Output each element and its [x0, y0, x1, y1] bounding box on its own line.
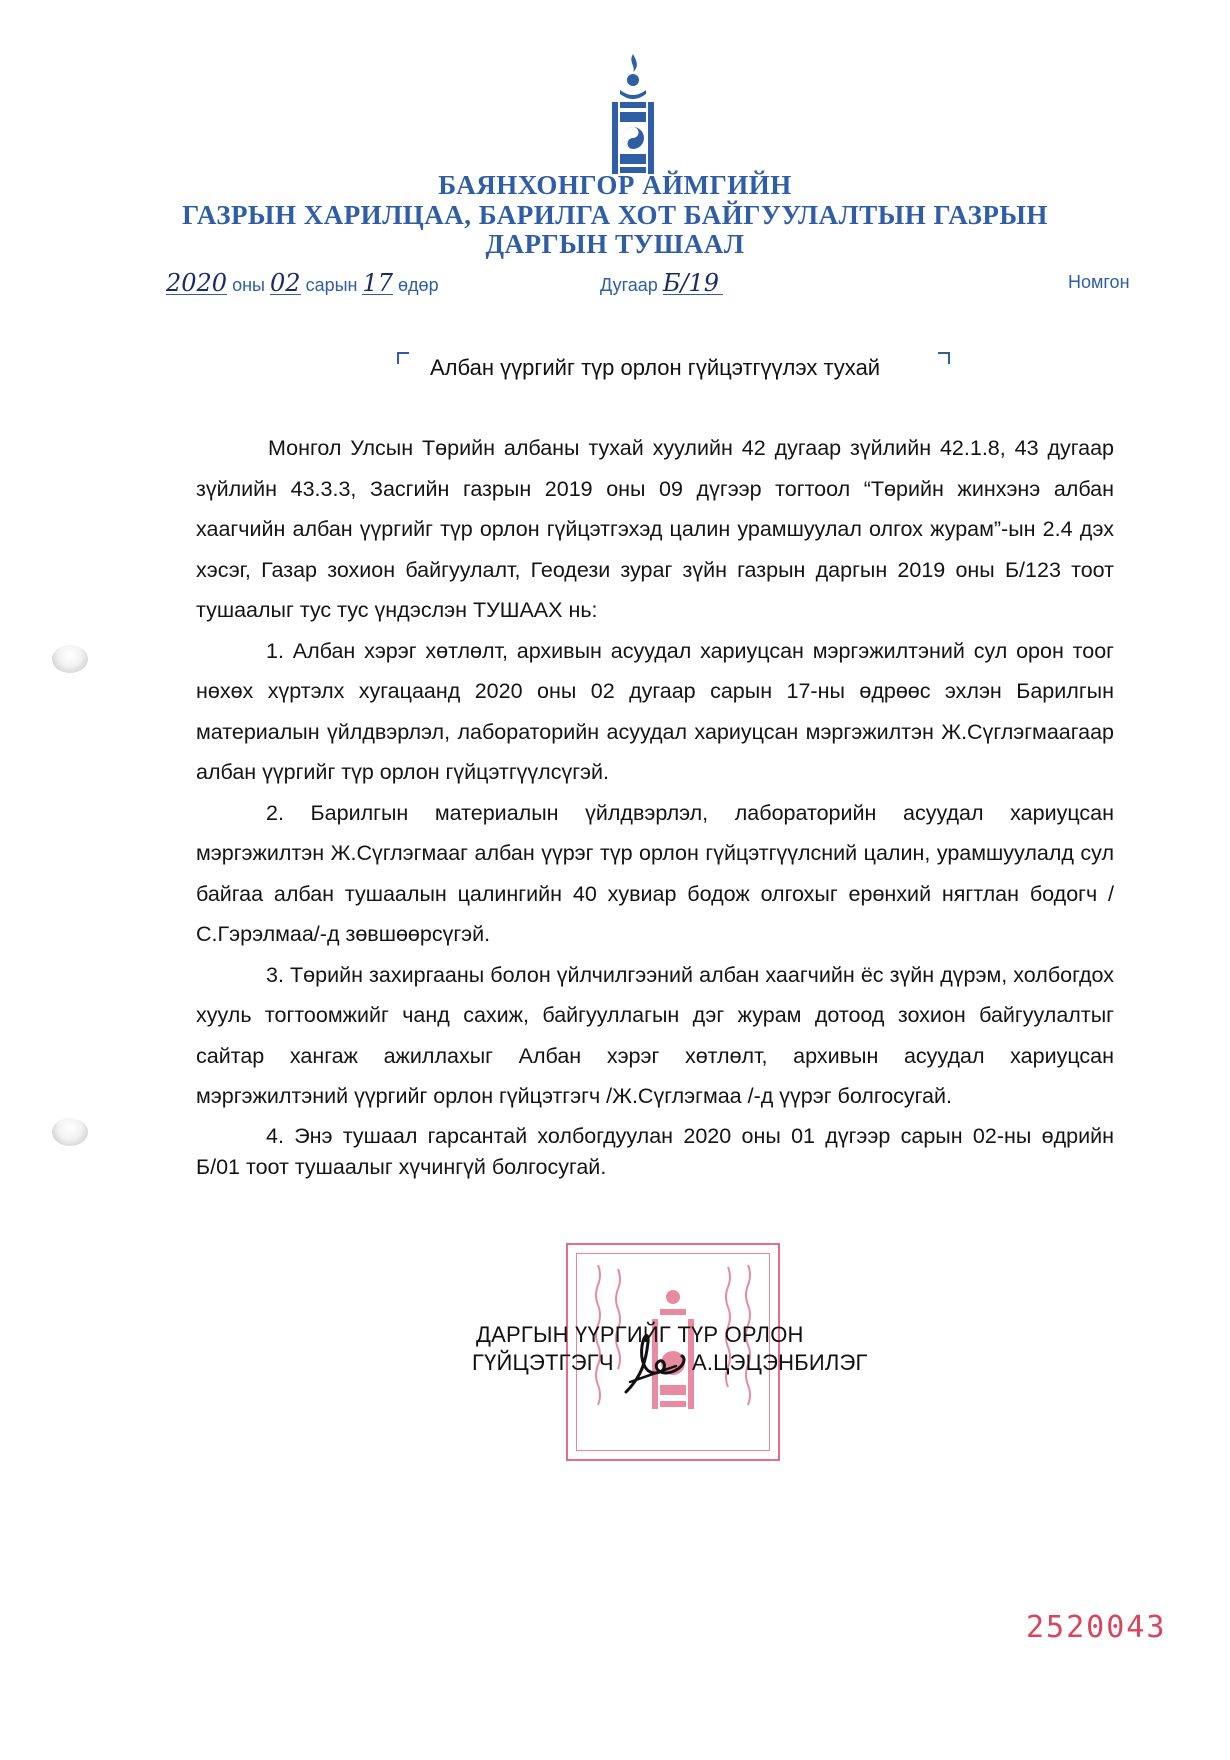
month-label: сарын	[305, 275, 358, 295]
order-number: Б/19	[663, 272, 723, 295]
day-label: өдөр	[398, 275, 439, 295]
punch-hole	[52, 1118, 88, 1146]
registration-number: 2520043	[1026, 1610, 1167, 1645]
date-year: 2020	[166, 269, 228, 297]
date-month: 02	[270, 269, 301, 297]
document-type-title: ДАРГЫН ТУШААЛ	[485, 229, 745, 259]
subject-corner-right	[938, 352, 950, 364]
document-body	[196, 428, 1114, 1183]
document-subject: Албан үүргийг түр орлон гүйцэтгүүлэх тухай	[430, 355, 881, 380]
subject-corner-left	[397, 352, 409, 364]
date-day: 17	[362, 269, 394, 297]
signatory-title-line1: ДАРГЫН ҮҮРГИЙГ ТҮР ОРЛОН	[476, 1322, 804, 1347]
signatory-name: А.ЦЭЦЭНБИЛЭГ	[692, 1350, 868, 1375]
order-item-1: 1. Албан хэрэг хөтлөлт, архивын асуудал хариуцсан мэргэжилтэний сул орон тоог нөхөх хүртэлх хугацаанд 2020 оны 02 дугаар сарын 17-ны өдрөөс эхлэн Барилгын материалын үйлдвэрлэл, лабораторийн асуудал хариуцсан мэргэжилтэн Ж.Сүглэгмаагаар албан үүргийг түр орлон гүйцэтгүүлсүгэй.	[196, 638, 1114, 784]
date-line	[166, 269, 439, 297]
handwritten-signature	[616, 1322, 696, 1407]
place-name: Номгон	[1068, 272, 1130, 292]
signatory-title-line2: ГҮЙЦЭТГЭГЧ	[472, 1350, 614, 1375]
year-label: оны	[232, 275, 265, 295]
intro-paragraph: Монгол Улсын Төрийн албаны тухай хуулийн 42 дугаар зүйлийн 42.1.8, 43 дугаар зүйлийн 43.3.3, Засгийн газрын 2019 оны 09 дүгээр тогтоол “Төрийн жинхэнэ албан хаагчийн албан үүргийг түр орлон гүйцэтгэхэд цалин урамшуулал олгох журам”-ын 2.4 дэх хэсэг, Газар зохион байгуулалт, Геодези зураг зүйн газрын даргын 2019 оны Б/123 тоот тушаалыг тус тус үндэслэн ТУШААХ нь:	[196, 436, 1114, 622]
org-name-line1: БАЯНХОНГОР АЙМГИЙН	[438, 170, 792, 200]
org-name-line2: ГАЗРЫН ХАРИЛЦАА, БАРИЛГА ХОТ БАЙГУУЛАЛТЫН ГАЗРЫН	[182, 200, 1048, 230]
order-number-line	[600, 269, 723, 297]
order-item-3: 3. Төрийн захиргааны болон үйлчилгээний албан хаагчийн ёс зүйн дүрэм, холбогдох хууль тогтоомжийг чанд сахиж, байгууллагын дэг журам дотоод зохион байгуулалтыг сайтар хангаж ажиллахыг Албан хэрэг хөтлөлт, архивын асуудал хариуцсан мэргэжилтэний үүргийг орлон гүйцэтгэгч /Ж.Сүглэгмаа /-д үүрэг болгосугай.	[196, 962, 1114, 1108]
soyombo-emblem-icon	[606, 52, 660, 178]
order-item-4: 4. Энэ тушаал гарсантай холбогдуулан 2020 оны 01 дүгээр сарын 02-ны өдрийн Б/01 тоот тушаалыг хүчингүй болгосугай.	[196, 1123, 1114, 1179]
number-label: Дугаар	[600, 275, 658, 295]
order-item-2: 2. Барилгын материалын үйлдвэрлэл, лабораторийн асуудал хариуцсан мэргэжилтэн Ж.Сүглэгмааг албан үүрэг түр орлон гүйцэтгүүлсний цалин, урамшуулалд сул байгаа албан тушаалын цалингийн 40 хувиар бодож олгохыг ерөнхий нягтлан бодогч /С.Гэрэлмаа/-д зөвшөөрсүгэй.	[196, 800, 1114, 946]
punch-hole	[52, 645, 88, 673]
